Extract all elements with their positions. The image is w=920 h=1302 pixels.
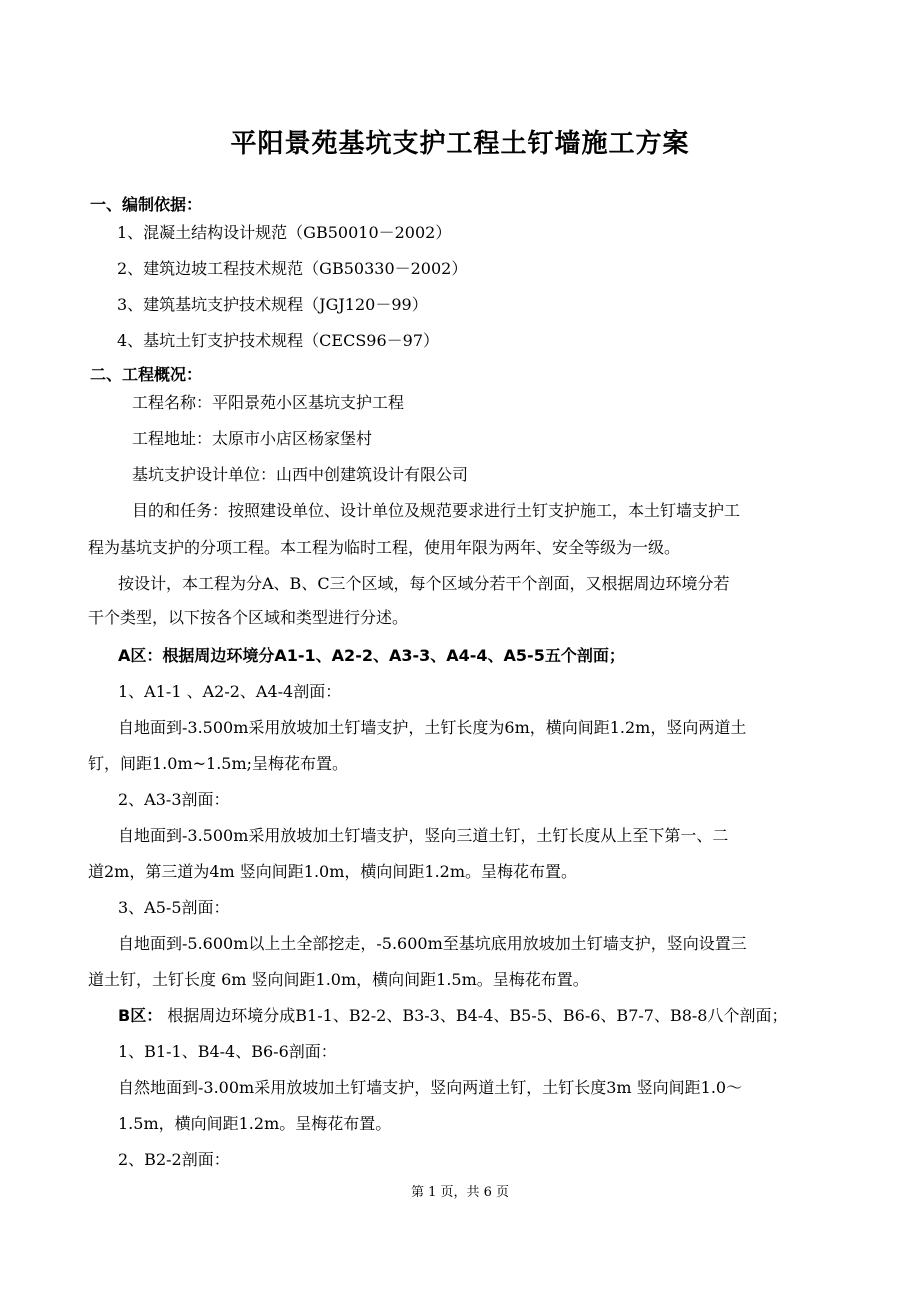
zone-b-sub1-text: 自然地面到-3.00m采用放坡加土钉墙支护，竖向两道土钉，土钉长度3m 竖向间距1.0～ <box>118 1078 743 1097</box>
design-unit: 基坑支护设计单位：山西中创建筑设计有限公司 <box>132 465 469 484</box>
zone-b-sub2-title: 2、B2-2剖面： <box>118 1150 230 1169</box>
zone-a-sub2-text: 自地面到-3.500m采用放坡加土钉墙支护，竖向三道土钉，土钉长度从上至下第一、二 <box>118 826 729 845</box>
zone-a-sub3-text-cont: 道土钉，土钉长度 6m 竖向间距1.0m，横向间距1.5m。呈梅花布置。 <box>88 970 589 989</box>
paragraph-design: 按设计，本工程为分A、B、C三个区域，每个区域分若干个剖面，又根据周边环境分若 <box>118 574 730 593</box>
zone-a-heading: A区：根据周边环境分A1-1、A2-2、A3-3、A4-4、A5-5五个剖面； <box>118 646 625 665</box>
paragraph-purpose: 目的和任务：按照建设单位、设计单位及规范要求进行土钉支护施工，本土钉墙支护工 <box>132 501 741 520</box>
reference-item: 4、基坑土钉支护技术规程（CECS96－97） <box>117 331 440 350</box>
zone-b-heading <box>118 1005 787 1027</box>
section-heading-basis: 一、编制依据： <box>90 195 203 214</box>
zone-a-sub3-text: 自地面到-5.600m以上土全部挖走，-5.600m至基坑底用放坡加土钉墙支护，竖向设置三 <box>118 934 747 953</box>
paragraph-design-cont: 干个类型，以下按各个区域和类型进行分述。 <box>88 608 409 627</box>
zone-b-sub1-text-cont: 1.5m，横向间距1.2m。呈梅花布置。 <box>118 1114 392 1133</box>
section-heading-overview: 二、工程概况： <box>90 365 203 384</box>
zone-a-sub2-text-cont: 道2m，第三道为4m 竖向间距1.0m，横向间距1.2m。呈梅花布置。 <box>88 862 578 881</box>
zone-b-heading-text: 根据周边环境分成B1-1、B2-2、B3-3、B4-4、B5-5、B6-6、B7-7、B8-8八个剖面； <box>162 1006 788 1025</box>
paragraph-purpose-cont: 程为基坑支护的分项工程。本工程为临时工程，使用年限为两年、安全等级为一级。 <box>88 538 681 557</box>
zone-a-sub1-title: 1、A1-1 、A2-2、A4-4剖面： <box>118 682 342 701</box>
zone-a-sub1-text: 自地面到-3.500m采用放坡加土钉墙支护，土钉长度为6m，横向间距1.2m，竖向两道土 <box>118 718 747 737</box>
reference-item: 2、建筑边坡工程技术规范（GB50330－2002） <box>117 259 468 278</box>
zone-a-sub2-title: 2、A3-3剖面： <box>118 790 230 809</box>
page-footer: 第 1 页，共 6 页 <box>410 1185 510 1200</box>
zone-b-sub1-title: 1、B1-1、B4-4、B6-6剖面： <box>118 1042 337 1061</box>
reference-item: 3、建筑基坑支护技术规程（JGJ120－99） <box>117 295 428 314</box>
reference-item: 1、混凝土结构设计规范（GB50010－2002） <box>117 223 452 242</box>
zone-a-sub3-title: 3、A5-5剖面： <box>118 898 230 917</box>
project-address: 工程地址：太原市小店区杨家堡村 <box>132 429 373 448</box>
document-title: 平阳景苑基坑支护工程土钉墙施工方案 <box>230 129 690 159</box>
project-name: 工程名称：平阳景苑小区基坑支护工程 <box>132 393 405 412</box>
zone-b-label: B区： <box>118 1006 163 1025</box>
zone-a-sub1-text-cont: 钉，间距1.0m~1.5m;呈梅花布置。 <box>88 754 349 773</box>
